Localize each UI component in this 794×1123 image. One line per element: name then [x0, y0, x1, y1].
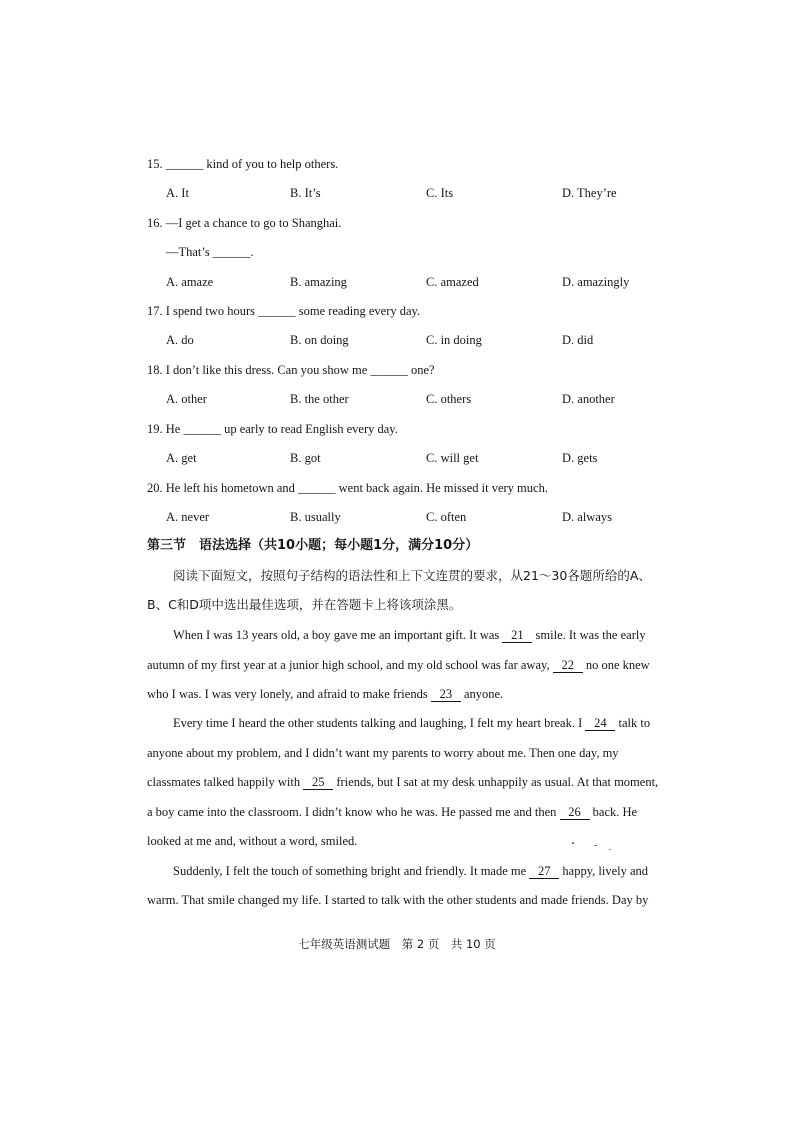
section-3-heading: 第三节 语法选择（共10小题；每小题1分，满分10分）	[147, 538, 479, 553]
blank-27: 27	[529, 865, 559, 879]
question-15-option-d: D. They’re	[562, 186, 617, 200]
question-19-option-c: C. will get	[426, 451, 479, 465]
question-19-option-a: A. get	[166, 451, 197, 465]
passage-text: autumn of my first year at a junior high school, and my old school was far away,	[147, 658, 550, 672]
question-18-option-d: D. another	[562, 392, 615, 406]
question-20-option-d: D. always	[562, 510, 612, 524]
blank-26: 26	[560, 806, 590, 820]
blank-24: 24	[585, 717, 615, 731]
passage-line	[147, 774, 658, 790]
passage-text: a boy came into the classroom. I didn’t know who he was. He passed me and then	[147, 805, 557, 819]
question-18-option-c: C. others	[426, 392, 472, 406]
passage-text: happy, lively and	[562, 864, 649, 878]
blank-25: 25	[303, 776, 333, 790]
question-17-option-c: C. in doing	[426, 333, 482, 347]
question-15-option-a: A. It	[166, 186, 189, 200]
blank-23: 23	[431, 688, 461, 702]
section-3-instruction-line-1: 阅读下面短文，按照句子结构的语法性和上下文连贯的要求，从21～30各题所给的A、	[173, 568, 651, 583]
question-20-option-a: A. never	[166, 510, 210, 524]
passage-text: anyone.	[463, 687, 504, 701]
passage-line	[147, 686, 503, 702]
question-16-stem: 16. —I get a chance to go to Shanghai.	[147, 216, 342, 230]
passage-line	[173, 863, 648, 879]
passage-line	[147, 804, 637, 820]
question-19-stem: 19. He ______ up early to read English every day.	[147, 422, 398, 436]
question-16-option-a: A. amaze	[166, 275, 214, 289]
scan-speck	[572, 842, 574, 844]
passage-text: smile. It was the early	[535, 628, 646, 642]
passage-text: who I was. I was very lonely, and afraid to make friends	[147, 687, 428, 701]
scan-speck	[594, 845, 597, 846]
question-20-stem: 20. He left his hometown and ______ went back again. He missed it very much.	[147, 481, 548, 495]
question-16-option-c: C. amazed	[426, 275, 479, 289]
question-19-option-d: D. gets	[562, 451, 598, 465]
passage-text: back. He	[592, 805, 638, 819]
passage-line: warm. That smile changed my life. I started to talk with the other students and made friends. Day by	[147, 893, 649, 907]
question-16-option-d: D. amazingly	[562, 275, 630, 289]
passage-text: no one knew	[585, 658, 650, 672]
passage-line: looked at me and, without a word, smiled.	[147, 834, 358, 848]
passage-text: When I was 13 years old, a boy gave me an important gift. It was	[173, 628, 500, 642]
passage-line	[173, 627, 646, 643]
question-15-option-b: B. It’s	[290, 186, 321, 200]
question-17-option-b: B. on doing	[290, 333, 349, 347]
question-19-option-b: B. got	[290, 451, 321, 465]
question-20-option-b: B. usually	[290, 510, 341, 524]
question-17-option-d: D. did	[562, 333, 594, 347]
passage-text: Suddenly, I felt the touch of something bright and friendly. It made me	[173, 864, 527, 878]
question-20-option-c: C. often	[426, 510, 467, 524]
page-footer: 七年级英语测试题 第 2 页 共 10 页	[298, 937, 496, 951]
passage-line: anyone about my problem, and I didn’t want my parents to worry about me. Then one day, my	[147, 746, 619, 760]
question-15-option-c: C. Its	[426, 186, 454, 200]
question-17-option-a: A. do	[166, 333, 194, 347]
question-17-stem: 17. I spend two hours ______ some reading every day.	[147, 304, 421, 318]
blank-22: 22	[553, 659, 583, 673]
passage-text: Every time I heard the other students talking and laughing, I felt my heart break. I	[173, 716, 583, 730]
question-16-option-b: B. amazing	[290, 275, 347, 289]
question-15-stem: 15. ______ kind of you to help others.	[147, 157, 339, 171]
section-3-instruction-line-2: B、C和D项中选出最佳选项，并在答题卡上将该项涂黑。	[147, 597, 462, 612]
scan-speck	[609, 849, 611, 850]
blank-21: 21	[502, 629, 532, 643]
question-18-option-b: B. the other	[290, 392, 349, 406]
passage-text: classmates talked happily with	[147, 775, 301, 789]
question-18-option-a: A. other	[166, 392, 207, 406]
passage-line	[173, 715, 650, 731]
passage-line	[147, 657, 650, 673]
passage-text: talk to	[618, 716, 651, 730]
question-18-stem: 18. I don’t like this dress. Can you show me ______ one?	[147, 363, 435, 377]
passage-text: friends, but I sat at my desk unhappily as usual. At that moment,	[336, 775, 659, 789]
question-16-stem-reply: —That’s ______.	[166, 245, 254, 259]
